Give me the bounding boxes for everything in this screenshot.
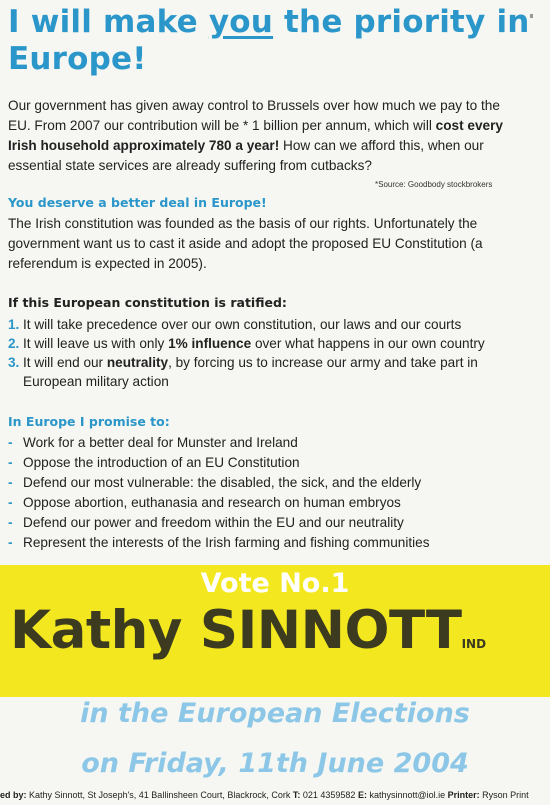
- ratified-list: [8, 315, 538, 391]
- intro-text-1: Our government has given away control to Brussels over how much we pay to the EU. From 2007 our contribution will be * 1 billion per annum, which will: [8, 98, 500, 133]
- list-item-text-end: , by forcing us to increase our army and take part in European military action: [23, 355, 478, 389]
- dash-bullet: -: [8, 455, 13, 470]
- dash-bullet: -: [8, 475, 13, 490]
- affiliation-label: IND: [461, 637, 487, 651]
- telephone-label: T:: [292, 790, 301, 800]
- constitution-paragraph: The Irish constitution was founded as the basis of our rights. Unfortunately the government want us to cast it aside and adopt the proposed EU Constitution (a referendum is expected in 2005).: [8, 216, 483, 271]
- list-item: [8, 493, 538, 513]
- list-item: [8, 453, 538, 473]
- list-item: [8, 433, 538, 453]
- list-item: [8, 513, 538, 533]
- heading-better-deal: You deserve a better deal in Europe!: [8, 195, 267, 210]
- heading-ratified: If this European constitution is ratified:: [8, 295, 287, 310]
- published-by-label: ed by:: [0, 790, 27, 800]
- list-item-bold: 1% influence: [168, 336, 252, 351]
- election-date: on Friday, 11th June 2004: [81, 748, 469, 779]
- list-number: 1.: [8, 317, 20, 332]
- list-item-bold: neutrality: [106, 355, 169, 370]
- list-item-text-end: over what happens in our own country: [251, 336, 485, 351]
- list-item-text: Oppose the introduction of an EU Constitution: [23, 455, 300, 470]
- dash-bullet: -: [8, 495, 13, 510]
- candidate-name-text: Kathy SINNOTT: [10, 600, 462, 661]
- publisher-address: Kathy Sinnott, St Joseph's, 41 Ballinsheen Court, Blackrock, Cork: [26, 790, 293, 800]
- promise-list: [8, 433, 538, 553]
- headline-emphasis: you: [208, 4, 274, 40]
- telephone-number: 021 4359582: [300, 790, 358, 800]
- candidate-name: [10, 600, 486, 661]
- intro-paragraph: [8, 96, 523, 176]
- list-item: [8, 334, 538, 353]
- headline-text-start: I will make: [8, 4, 209, 40]
- intro-text-2: How can we afford this, when our essential state services are already suffering from cutbacks?: [8, 138, 484, 173]
- dash-bullet: -: [8, 435, 13, 450]
- dash-bullet: -: [8, 535, 13, 550]
- list-item-text: Represent the interests of the Irish farming and fishing communities: [23, 535, 430, 550]
- list-item-text: It will take precedence over our own constitution, our laws and our courts: [23, 317, 462, 332]
- list-item: [8, 353, 538, 391]
- printer-name: Ryson Print: [479, 790, 529, 800]
- list-item-text: It will leave us with only: [23, 336, 169, 351]
- list-item: [8, 315, 538, 334]
- vote-number-one: Vote No.1: [200, 568, 350, 599]
- list-item-text: Oppose abortion, euthanasia and research on human embryos: [23, 495, 401, 510]
- printer-label: Printer:: [447, 790, 480, 800]
- list-item-text: Work for a better deal for Munster and Ireland: [23, 435, 298, 450]
- list-item: [8, 533, 538, 553]
- dash-bullet: -: [8, 515, 13, 530]
- headline-text-end: the priority in Europe!: [8, 4, 530, 77]
- election-line: in the European Elections: [80, 698, 470, 729]
- list-item-text: It will end our: [23, 355, 107, 370]
- list-number: 2.: [8, 336, 20, 351]
- email-address: kathysinnott@iol.ie: [366, 790, 448, 800]
- list-item: [8, 473, 538, 493]
- list-number: 3.: [8, 355, 20, 370]
- list-item-text: Defend our power and freedom within the EU and our neutrality: [23, 515, 404, 530]
- intro-bold-cost: cost every Irish household approximately 780 a year!: [8, 118, 503, 153]
- email-label: E:: [357, 790, 367, 800]
- source-note: *Source: Goodbody stockbrokers: [375, 180, 493, 189]
- publisher-footer: [0, 790, 550, 800]
- heading-promise: In Europe I promise to:: [8, 414, 170, 429]
- list-item-text: Defend our most vulnerable: the disabled, the sick, and the elderly: [23, 475, 422, 490]
- page-headline: [8, 4, 538, 78]
